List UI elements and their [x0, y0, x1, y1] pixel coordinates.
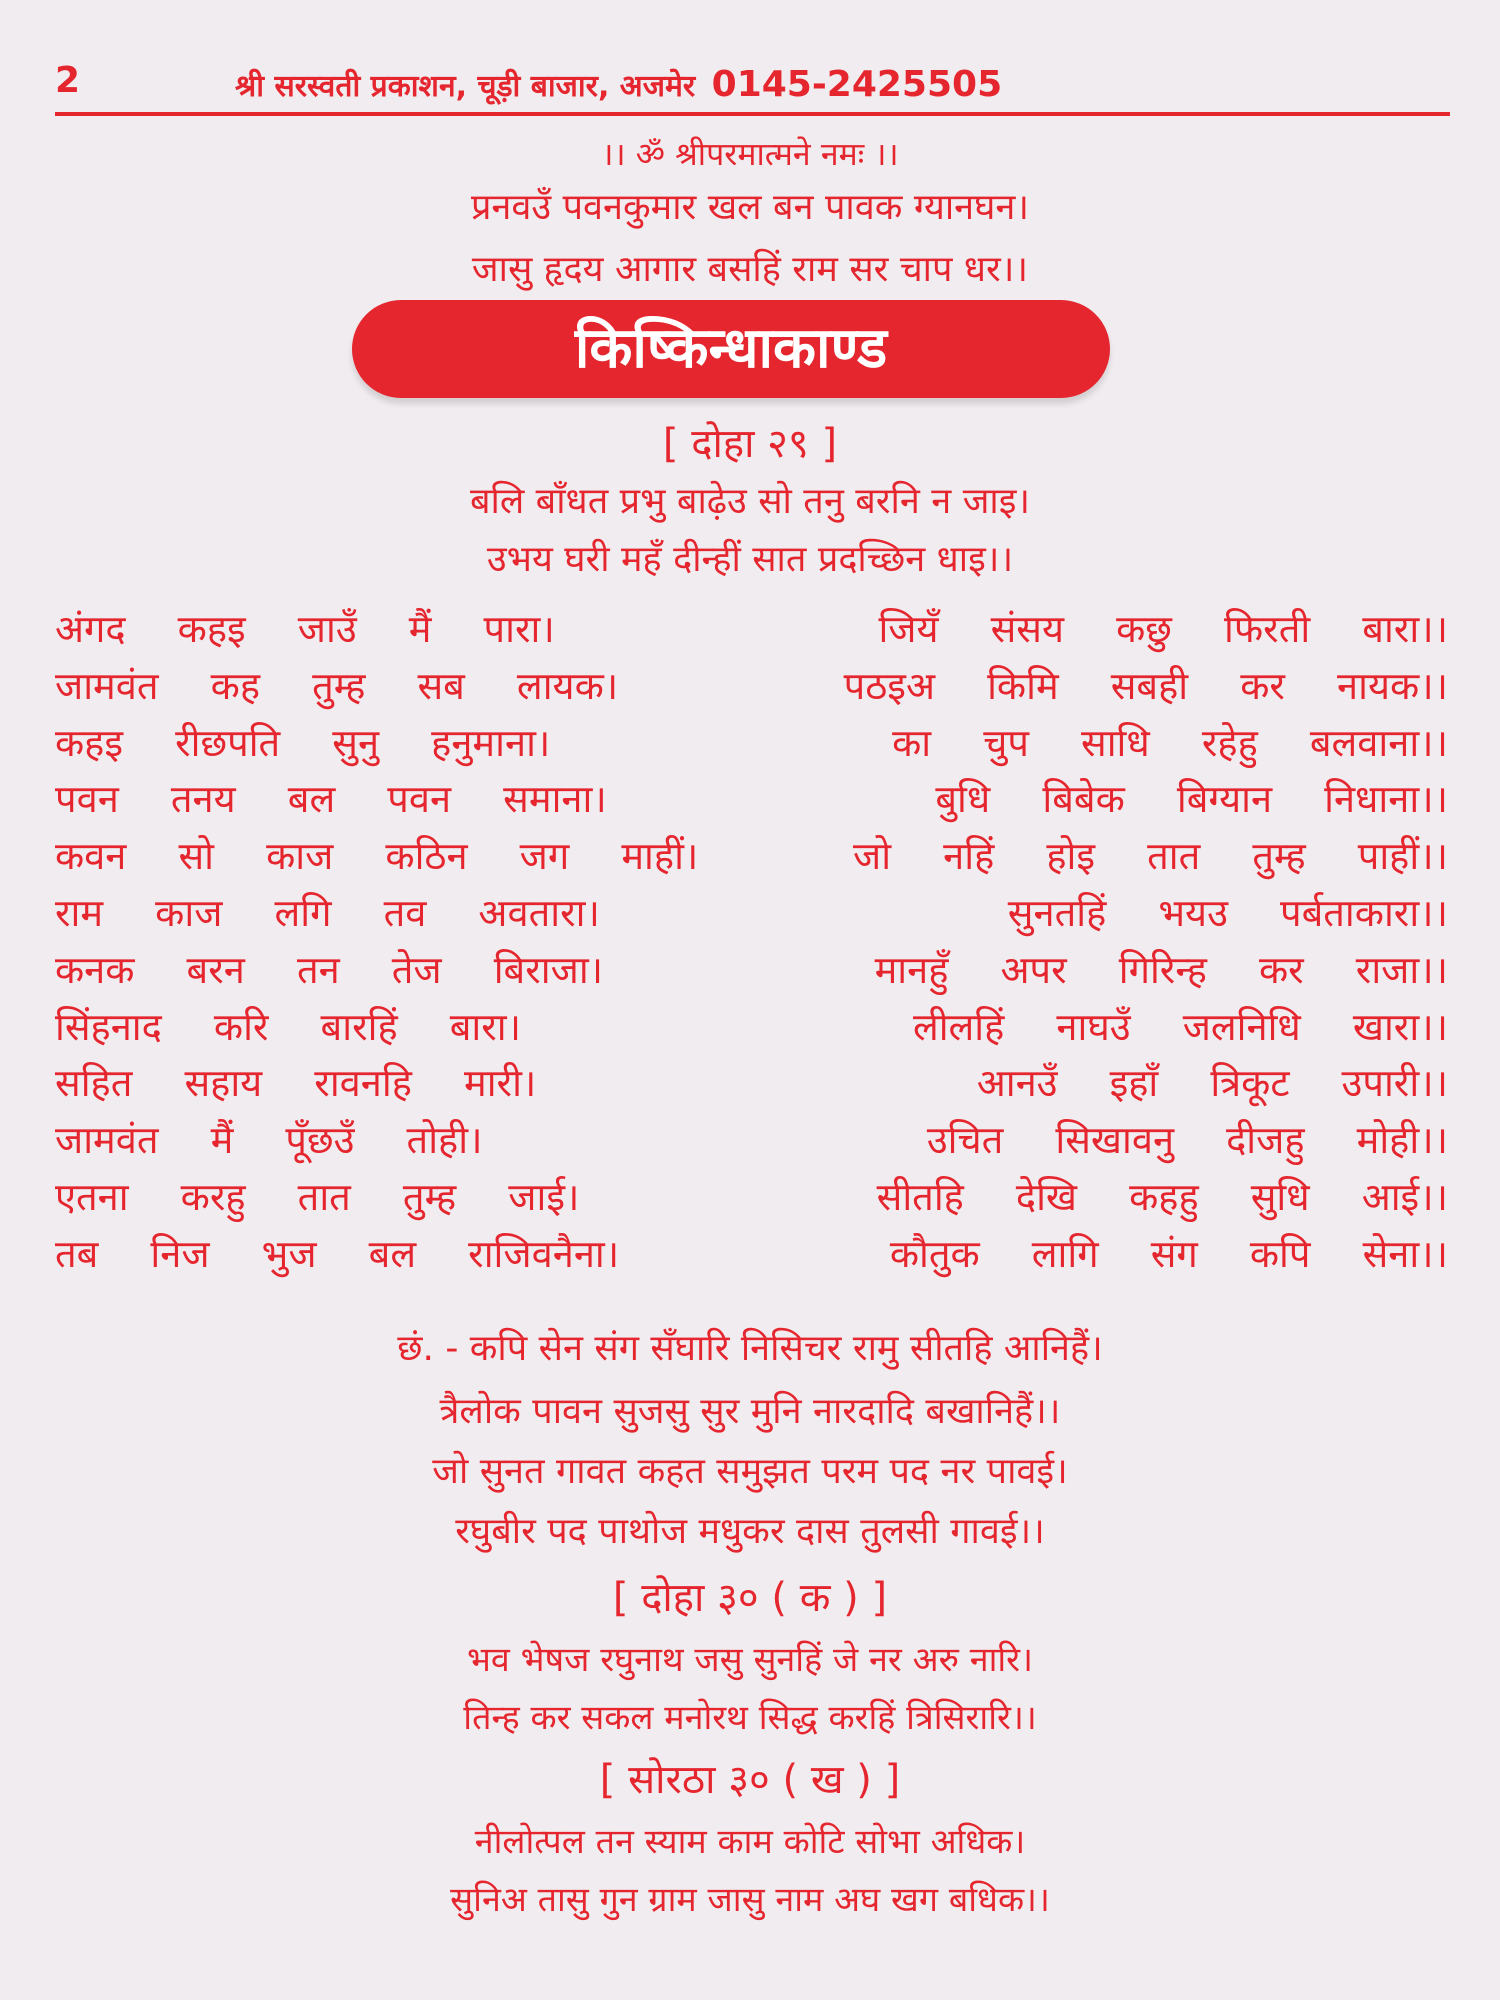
publisher-phone: 0145-2425505	[711, 64, 1003, 105]
chhand-line-2: त्रैलोक पावन सुजसु सुर मुनि नारदादि बखानिहैं।।	[439, 1391, 1061, 1432]
chaupai-first-half: अंगद कहइ जाउँ मैं पारा।	[55, 607, 555, 651]
chaupai-verse	[55, 1002, 1448, 1052]
chaupai-second-half: लीलहिं नाघउँ जलनिधि खारा।।	[912, 1004, 1448, 1049]
chaupai-first-half: एतना करहु तात तुम्ह जाई।	[55, 1175, 580, 1219]
doha-29-heading: [ दोहा २९ ]	[662, 421, 838, 467]
chaupai-verse	[55, 831, 1448, 881]
chaupai-first-half: सहित सहाय रावनहि मारी।	[55, 1061, 537, 1106]
chhand-line-3: जो सुनत गावत कहत समुझत परम पद नर पावई।	[432, 1451, 1068, 1492]
page-number: 2	[55, 60, 81, 101]
doha-30k-heading: [ दोहा ३० ( क ) ]	[612, 1575, 888, 1621]
chaupai-first-half: सिंहनाद करि बारहिं बारा।	[55, 1004, 522, 1049]
doha-29-line-1: बलि बाँधत प्रभु बाढ़ेउ सो तनु बरनि न जाइ।	[469, 481, 1031, 522]
chaupai-first-half: कहइ रीछपति सुनु हनुमाना।	[55, 720, 551, 765]
chaupai-verse	[55, 718, 1448, 768]
doha-29-line-2: उभय घरी महँ दीन्हीं सात प्रदच्छिन धाइ।।	[486, 539, 1014, 580]
doha-30k-line-1: भव भेषज रघुनाथ जसु सुनहिं जे नर अरु नारि।	[467, 1640, 1033, 1680]
chaupai-verse	[55, 661, 1448, 711]
chaupai-second-half: सुनतहिं भयउ पर्बताकारा।।	[1007, 891, 1448, 935]
invocation: ।। ॐ श्रीपरमात्मने नमः ।।	[601, 135, 899, 173]
chapter-title-banner	[352, 300, 1110, 398]
chaupai-first-half: जामवंत मैं पूँछउँ तोही।	[55, 1118, 483, 1163]
chaupai-verse	[55, 774, 1448, 824]
chaupai-second-half: बुधि बिबेक बिग्यान निधाना।।	[935, 777, 1448, 822]
chaupai-verse	[55, 1229, 1448, 1279]
chaupai-first-half: कवन सो काज कठिन जग माहीं।	[55, 834, 699, 879]
chaupai-verse	[55, 1172, 1448, 1222]
chaupai-verse	[55, 604, 1448, 654]
chaupai-second-half: सीतहि देखि कहहु सुधि आई।।	[876, 1175, 1448, 1219]
chaupai-verse	[55, 1058, 1448, 1108]
chaupai-second-half: उचित सिखावनु दीजहु मोही।।	[926, 1118, 1448, 1163]
chaupai-first-half: पवन तनय बल पवन समाना।	[55, 777, 607, 822]
publisher-line	[235, 64, 1002, 105]
chhand-line-1: छं. - कपि सेन संग सँघारि निसिचर रामु सीतहि आनिहैं।	[397, 1328, 1103, 1369]
publisher-name: श्री सरस्वती प्रकाशन, चूड़ी बाजार, अजमेर	[235, 69, 696, 104]
intro-couplet-line-1: प्रनवउँ पवनकुमार खल बन पावक ग्यानघन।	[470, 187, 1030, 228]
chaupai-second-half: कौतुक लागि संग कपि सेना।।	[889, 1231, 1448, 1276]
chaupai-verse	[55, 888, 1448, 938]
chaupai-first-half: कनक बरन तन तेज बिराजा।	[55, 947, 604, 992]
chaupai-second-half: जियँ संसय कछु फिरती बारा।।	[878, 607, 1448, 651]
soratha-30kh-line-2: सुनिअ तासु गुन ग्राम जासु नाम अघ खग बधिक।।	[450, 1880, 1050, 1920]
chaupai-first-half: राम काज लगि तव अवतारा।	[55, 891, 600, 935]
chaupai-second-half: आनउँ इहाँ त्रिकूट उपारी।।	[976, 1061, 1448, 1106]
chhand-line-4: रघुबीर पद पाथोज मधुकर दास तुलसी गावई।।	[455, 1511, 1045, 1552]
chaupai-second-half: का चुप साधि रहेहु बलवाना।।	[892, 720, 1448, 765]
chaupai-first-half: तब निज भुज बल राजिवनैना।	[55, 1231, 620, 1276]
chaupai-second-half: जो नहिं होइ तात तुम्ह पाहीं।।	[853, 834, 1448, 879]
chapter-title: किष्किन्धाकाण्ड	[574, 316, 888, 381]
chaupai-first-half: जामवंत कह तुम्ह सब लायक।	[55, 663, 619, 708]
page-header	[55, 58, 1450, 116]
soratha-30kh-line-1: नीलोत्पल तन स्याम काम कोटि सोभा अधिक।	[474, 1822, 1026, 1862]
chaupai-verse	[55, 945, 1448, 995]
intro-couplet-line-2: जासु हृदय आगार बसहिं राम सर चाप धर।।	[471, 249, 1029, 290]
chaupai-second-half: पठइअ किमि सबही कर नायक।।	[843, 663, 1448, 708]
doha-30k-line-2: तिन्ह कर सकल मनोरथ सिद्ध करहिं त्रिसिरारि।।	[463, 1698, 1037, 1738]
chaupai-verse	[55, 1115, 1448, 1165]
chaupai-second-half: मानहुँ अपर गिरिन्ह कर राजा।।	[874, 947, 1448, 992]
soratha-30kh-heading: [ सोरठा ३० ( ख ) ]	[599, 1757, 901, 1803]
